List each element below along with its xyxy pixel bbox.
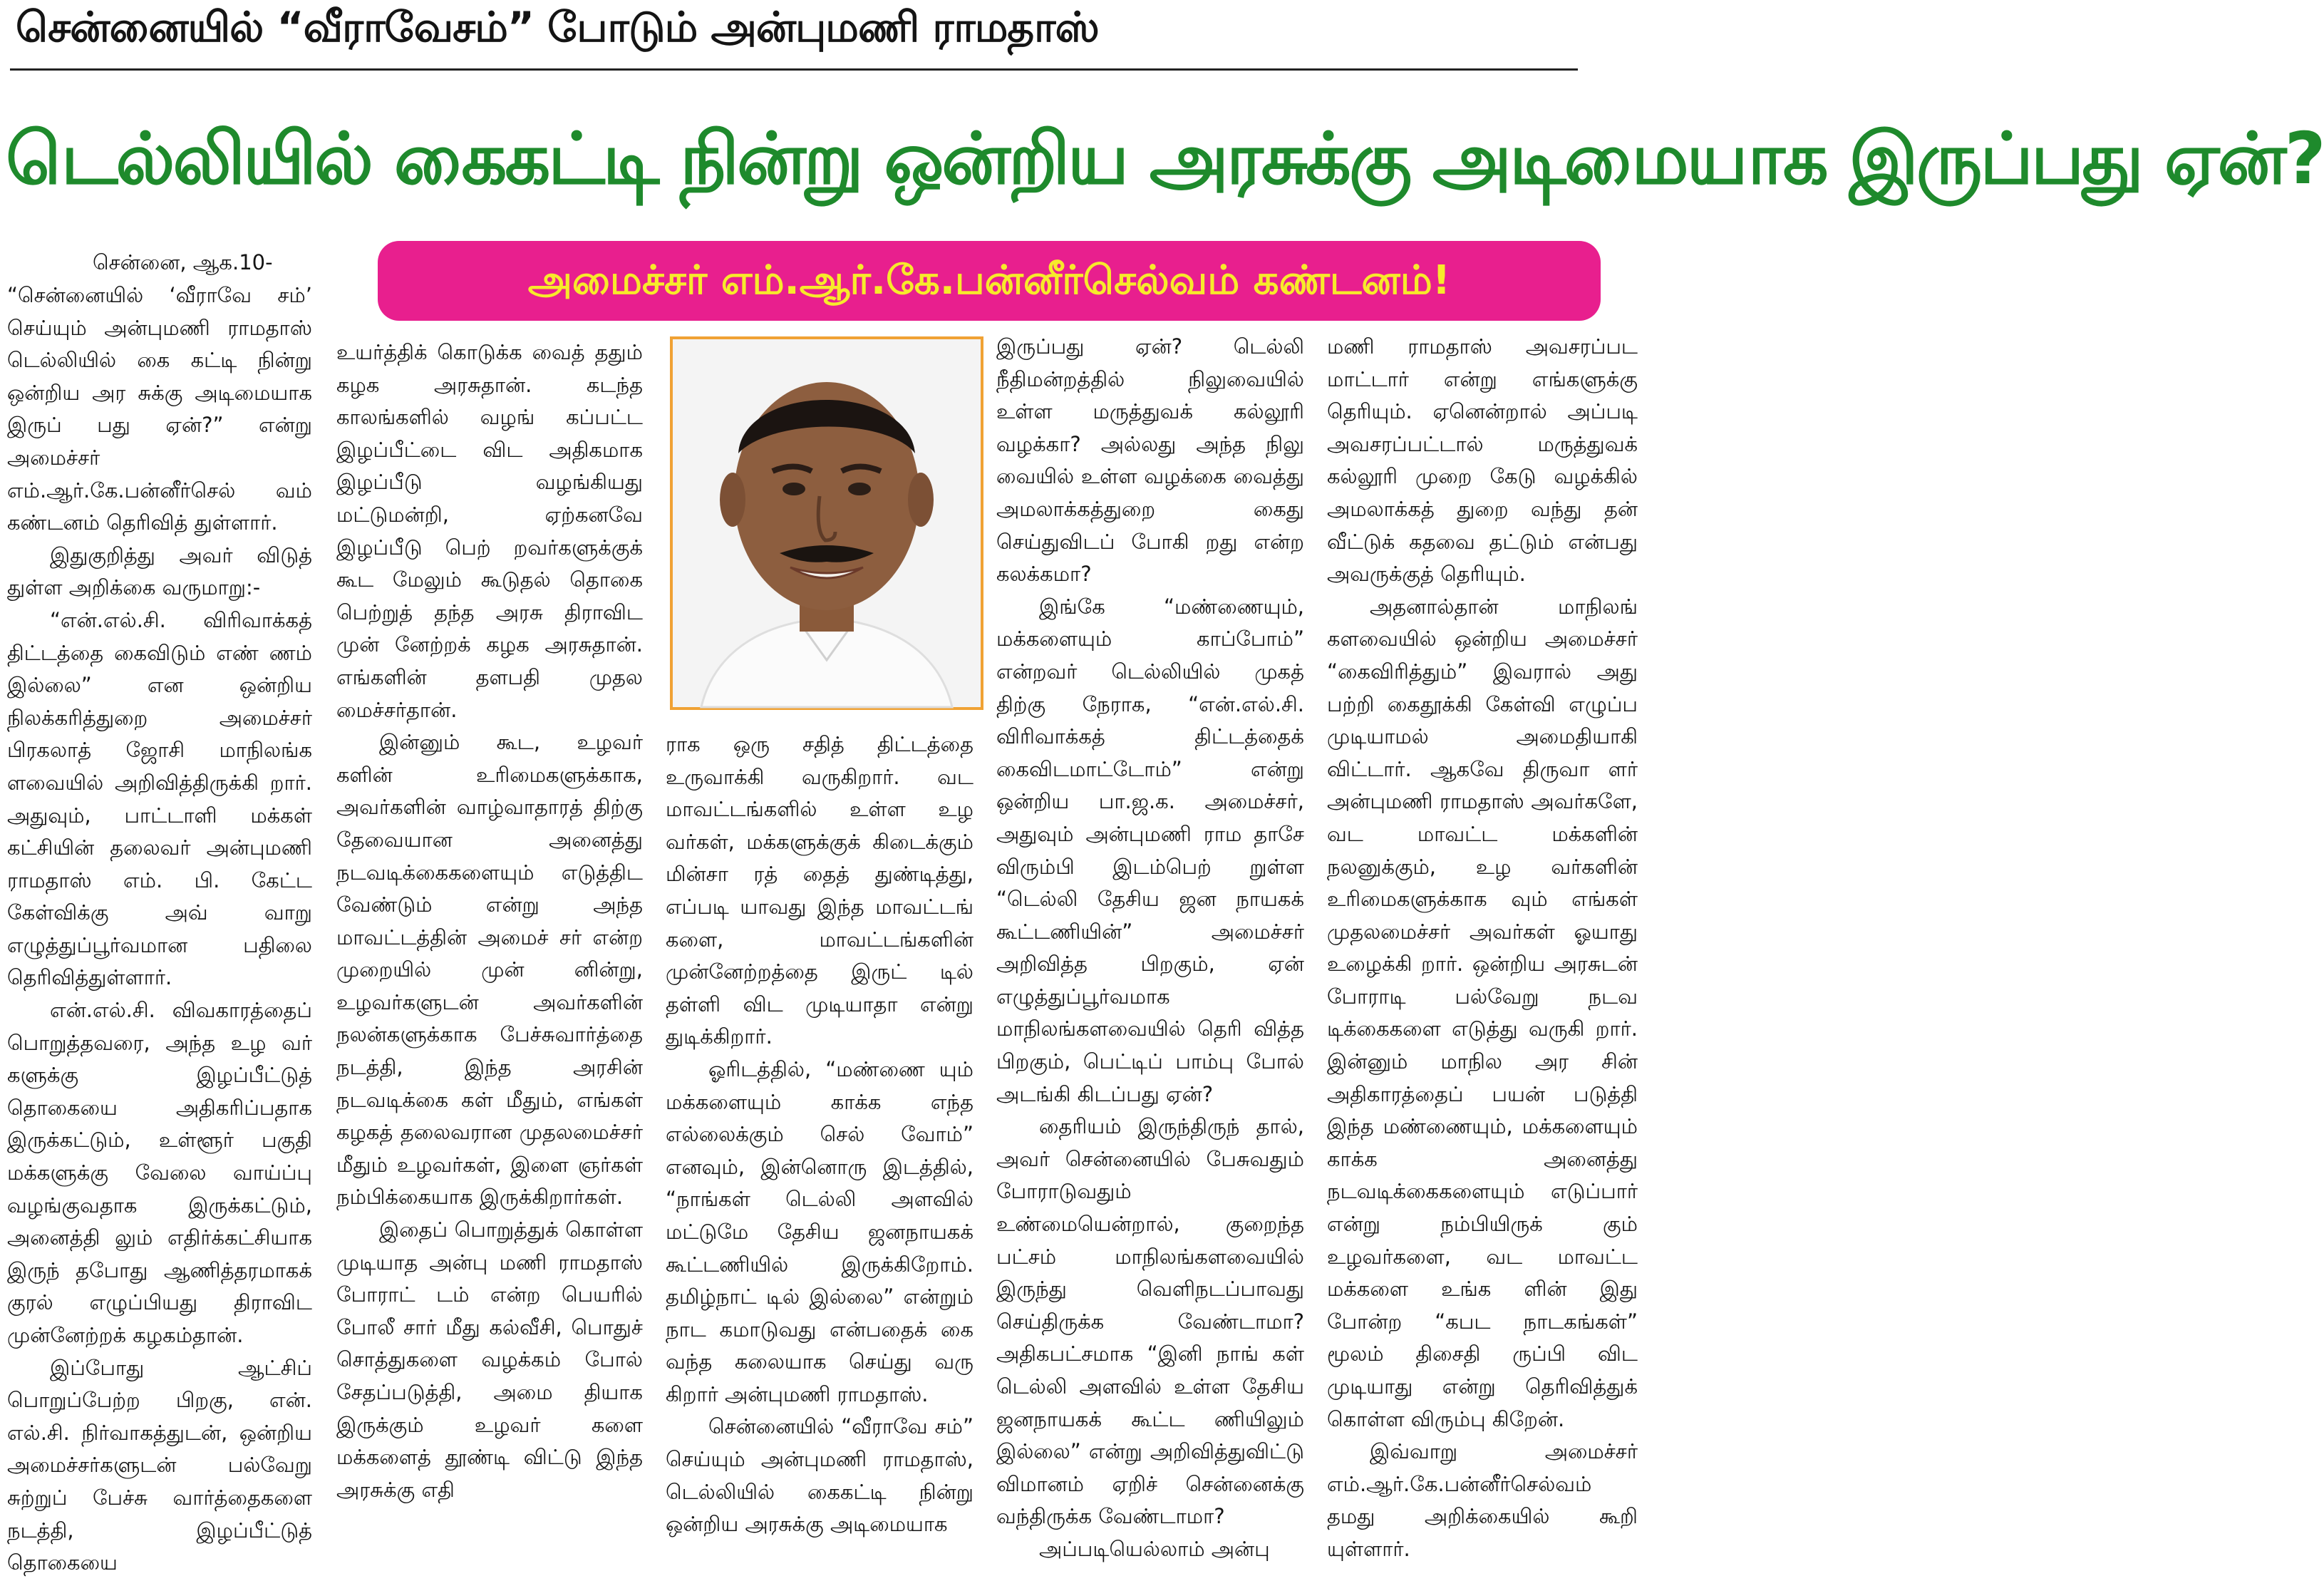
paragraph: சென்னையில் “வீராவே சம்” செய்யும் அன்புமணி ராமதாஸ், டெல்லியில் கைகட்டி நின்று ஒன்றிய அரசுக்கு அடிமையாக	[666, 1414, 974, 1537]
paragraph: மணி ராமதாஸ் அவசரப்பட மாட்டார் என்று எங்களுக்கு தெரியும். ஏனென்றால் அப்படி அவசரப்பட்டால் மருத்துவக் கல்லூரி முறை கேடு வழக்கில் அமலாக்கத் துறை வந்து தன் வீட்டுக் கதவை தட்டும் என்பது அவருக்குத் தெரியும்.	[1327, 334, 1638, 587]
dateline: சென்னை, ஆக.10-	[93, 250, 273, 274]
main-headline: டெல்லியில் கைகட்டி நின்று ஒன்றிய அரசுக்கு அடிமையாக இருப்பது ஏன்?	[6, 117, 2324, 200]
paragraph: ராக ஒரு சதித் திட்டத்தை உருவாக்கி வருகிறார். வட மாவட்டங்களில் உள்ள உழ வர்கள், மக்களுக்குக் கிடைக்கும் மின்சா ரத் தைத் துண்டித்து, எப்படி யாவது இந்த மாவட்டங் களை, மாவட்டங்களின் முன்னேற்றத்தை இருட் டில் தள்ளி விட முடியாதா என்று துடிக்கிறார்.	[666, 732, 974, 1049]
kicker-headline: சென்னையில் “வீராவேசம்” போடும் அன்புமணி ராமதாஸ்	[16, 3, 1099, 51]
column-3	[666, 728, 974, 1577]
paragraph: அதனால்தான் மாநிலங் களவையில் ஒன்றிய அமைச்சர் “கைவிரித்தும்” இவரால் அது பற்றி கைதூக்கி கேள்வி எழுப்ப முடியாமல் அமைதியாகி விட்டார். ஆகவே திருவா ளர் அன்புமணி ராமதாஸ் அவர்களே, வட மாவட்ட மக்களின் நலனுக்கும், உழ வர்களின் உரிமைகளுக்காக வும் எங்கள் முதலமைச்சர் அவர்கள் ஓயாது உழைக்கி றார். ஒன்றிய அரசுடன் போராடி பல்வேறு நடவ டிக்கைகளை எடுத்து வருகி றார். இன்னும் மாநில அர சின் அதிகாரத்தைப் பயன் படுத்தி இந்த மண்ணையும், மக்களையும் காக்க அனைத்து நடவடிக்கைகளையும் எடுப்பார் என்று நம்பியிருக் கும் உழவர்களை, வட மாவட்ட மக்களை உங்க ளின் இது போன்ற “கபட நாடகங்கள்” மூலம் திசைதி ருப்பி விட முடியாது என்று தெரிவித்துக் கொள்ள விரும்பு கிறேன்.	[1327, 594, 1638, 1431]
paragraph: இதைப் பொறுத்துக் கொள்ள முடியாத அன்பு மணி ராமதாஸ் போராட் டம் என்ற பெயரில் போலீ சார் மீது கல்வீசி, பொதுச் சொத்துகளை வழக்கம் போல் சேதப்படுத்தி, அமை தியாக இருக்கும் உழவர் களை மக்களைத் தூண்டி விட்டு இந்த அரசுக்கு எதி	[336, 1217, 643, 1502]
column-1	[7, 279, 312, 1577]
subheadline-banner: அமைச்சர் எம்.ஆர்.கே.பன்னீர்செல்வம் கண்டனம்!	[378, 241, 1601, 321]
paragraph: அப்படியெல்லாம் அன்பு	[1039, 1536, 1270, 1561]
paragraph: தைரியம் இருந்திருந் தால், அவர் சென்னையில் பேசுவதும் போராடுவதும் உண்மையென்றால், குறைந்த பட்சம் மாநிலங்களவையில் இருந்து வெளிநடப்பாவது செய்திருக்க வேண்டாமா? அதிகபட்சமாக “இனி நாங் கள் டெல்லி அளவில் உள்ள தேசிய ஜனநாயகக் கூட்ட ணியிலும் இல்லை” என்று அறிவித்துவிட்டு விமானம் ஏறிச் சென்னைக்கு வந்திருக்க வேண்டாமா?	[996, 1114, 1304, 1529]
paragraph: இங்கே “மண்ணையும், மக்களையும் காப்போம்” என்றவர் டெல்லியில் முகத் திற்கு நேராக, “என்.எல்.சி. விரிவாக்கத் திட்டத்தைக் கைவிடமாட்டோம்” என்று ஒன்றிய பா.ஜ.க. அமைச்சர், அதுவும் அன்புமணி ராம தாசே விரும்பி இடம்பெற் றுள்ள “டெல்லி தேசிய ஜன நாயகக் கூட்டணியின்” அமைச்சர் அறிவித்த பிறகும், ஏன் எழுத்துப்பூர்வமாக மாநிலங்களவையில் தெரி வித்த பிறகும், பெட்டிப் பாம்பு போல் அடங்கி கிடப்பது ஏன்?	[996, 594, 1304, 1106]
column-4	[996, 331, 1304, 1577]
paragraph: இவ்வாறு அமைச்சர் எம்.ஆர்.கே.பன்னீர்செல்வம் தமது அறிக்கையில் கூறி யுள்ளார்.	[1327, 1439, 1638, 1561]
paragraph: இதுகுறித்து அவர் விடுத் துள்ள அறிக்கை வருமாறு:-	[7, 542, 312, 600]
portrait-image	[673, 339, 981, 707]
column-5	[1327, 331, 1638, 1577]
paragraph: என்.எல்.சி. விவகாரத்தைப் பொறுத்தவரை, அந்த உழ வர் களுக்கு இழப்பீட்டுத் தொகையை அதிகரிப்பதாக இருக்கட்டும், உள்ளூர் பகுதி மக்களுக்கு வேலை வாய்ப்பு வழங்குவதாக இருக்கட்டும், அனைத்தி லும் எதிர்க்கட்சியாக இருந் தபோது ஆணித்தரமாகக் குரல் எழுப்பியது திராவிட முன்னேற்றக் கழகம்தான்.	[7, 998, 312, 1347]
paragraph: இன்னும் கூட, உழவர் களின் உரிமைகளுக்காக, அவர்களின் வாழ்வாதாரத் திற்கு தேவையான அனைத்து நடவடிக்கைகளையும் எடுத்திட வேண்டும் என்று அந்த மாவட்டத்தின் அமைச் சர் என்ற முறையில் முன் னின்று, உழவர்களுடன் அவர்களின் நலன்களுக்காக பேச்சுவார்த்தை நடத்தி, இந்த அரசின் நடவடிக்கை கள் மீதும், எங்கள் கழகத் தலைவரான முதலமைச்சர் மீதும் உழவர்கள், இளை ஞர்கள் நம்பிக்கையாக இருக்கிறார்கள்.	[336, 730, 643, 1210]
paragraph: உயர்த்திக் கொடுக்க வைத் ததும் கழக அரசுதான். கடந்த காலங்களில் வழங் கப்பட்ட இழப்பீட்டை விட அதிகமாக இழப்பீடு வழங்கியது மட்டுமன்றி, ஏற்கனவே இழப்பீடு பெற் றவர்களுக்குக் கூட மேலும் கூடுதல் தொகை பெற்றுத் தந்த அரசு திராவிட முன் னேற்றக் கழக அரசுதான். எங்களின் தளபதி முதல மைச்சர்தான்.	[336, 340, 643, 722]
paragraph: ஓரிடத்தில், “மண்ணை யும் மக்களையும் காக்க எந்த எல்லைக்கும் செல் வோம்” எனவும், இன்னொரு இடத்தில், “நாங்கள் டெல்லி அளவில் மட்டுமே தேசிய ஜனநாயகக் கூட்டணியில் இருக்கிறோம். தமிழ்நாட் டில் இல்லை” என்றும் நாட கமாடுவது என்பதைக் கை வந்த கலையாக செய்து வரு கிறார் அன்புமணி ராமதாஸ்.	[666, 1056, 974, 1406]
kicker-rule	[10, 68, 1578, 71]
paragraph: இருப்பது ஏன்? டெல்லி நீதிமன்றத்தில் நிலுவையில் உள்ள மருத்துவக் கல்லூரி வழக்கா? அல்லது அந்த நிலு வையில் உள்ள வழக்கை வைத்து அமலாக்கத்துறை கைது செய்துவிடப் போகி றது என்ற கலக்கமா?	[996, 334, 1304, 587]
column-2	[336, 336, 643, 1577]
paragraph: “சென்னையில் ‘வீராவே சம்’ செய்யும் அன்புமணி ராமதாஸ் டெல்லியில் கை கட்டி நின்று ஒன்றிய அர சுக்கு அடிமையாக இருப் பது ஏன்?” என்று அமைச்சர் எம்.ஆர்.கே.பன்னீர்செல் வம் கண்டனம் தெரிவித் துள்ளார்.	[7, 283, 312, 535]
minister-photo	[670, 336, 983, 710]
paragraph: இப்போது ஆட்சிப் பொறுப்பேற்ற பிறகு, என். எல்.சி. நிர்வாகத்துடன், ஒன்றிய அமைச்சர்களுடன் பல்வேறு சுற்றுப் பேச்சு வார்த்தைகளை நடத்தி, இழப்பீட்டுத் தொகையை	[7, 1355, 312, 1575]
paragraph: “என்.எல்.சி. விரிவாக்கத் திட்டத்தை கைவிடும் எண் ணம் இல்லை” என ஒன்றிய நிலக்கரித்துறை அமைச்சர் பிரகலாத் ஜோசி மாநிலங்க ளவையில் அறிவித்திருக்கி றார். அதுவும், பாட்டாளி மக்கள் கட்சியின் தலைவர் அன்புமணி ராமதாஸ் எம். பி. கேட்ட கேள்விக்கு அவ் வாறு எழுத்துப்பூர்வமான பதிலை தெரிவித்துள்ளார்.	[7, 607, 312, 990]
